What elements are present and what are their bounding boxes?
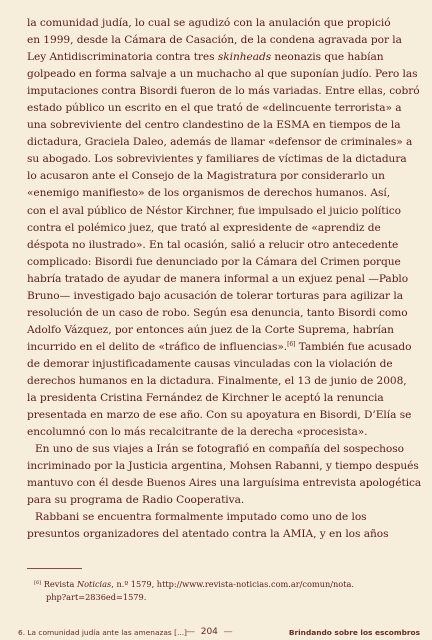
- footnote-line-1: [6] Revista Noticias, n.º 1579, http://www.revista-noticias.com.ar/comun/nota.: [34, 579, 354, 589]
- text-line: para su programa de Radio Cooperativa.: [27, 494, 245, 507]
- text-line: presuntos organizadores del atentado contra la AMIA, y en los años: [27, 528, 389, 541]
- text-line: en 1999, desde la Cámara de Casación, de la condena agravada por la: [27, 34, 402, 47]
- footnote-marker: [6]: [34, 580, 42, 586]
- book-title: Brindando sobre los escombros: [288, 628, 420, 637]
- text-line: una sobreviviente del centro clandestino de la ESMA en tiempos de la: [27, 119, 401, 132]
- running-footer: [0, 626, 432, 640]
- text-line: de demorar injustificadamente causas vinculadas con la violación de: [27, 357, 393, 370]
- text-line: resolución de un caso de robo. Según esa denuncia, tanto Bisordi como: [27, 306, 408, 319]
- footnote: [34, 578, 414, 604]
- text-line: su abogado. Los sobrevivientes y familiares de víctimas de la dictadura: [27, 153, 407, 166]
- text-line: Rabbani se encuentra formalmente imputado como uno de los: [35, 511, 367, 524]
- text-line: con el aval público de Néstor Kirchner, fue impulsado el juicio político: [27, 204, 402, 217]
- chapter-title: 6. La comunidad judía ante las amenazas [...]: [18, 628, 187, 637]
- text-line: Adolfo Vázquez, por entonces aún juez de la Corte Suprema, habrían: [27, 323, 394, 336]
- text-line: presentada en marzo de ese año. Con su apoyatura en Bisordi, D’Elía se: [27, 409, 412, 422]
- text-line: derechos humanos en la dictadura. Finalmente, el 13 de junio de 2008,: [27, 374, 407, 387]
- text-line: mantuvo con él desde Buenos Aires una larguísima entrevista apologética: [27, 477, 422, 490]
- footnote-url: , n.º 1579, http://www.revista-noticias.com.ar/comun/nota.: [111, 579, 354, 589]
- text-line: Ley Antidiscriminatoria contra tres skinheads neonazis que habían: [27, 51, 384, 64]
- italic-term: skinheads: [217, 51, 272, 64]
- text-line: «enemigo manifiesto» de los organismos de derechos humanos. Así,: [27, 187, 391, 200]
- text-line: la presidenta Cristina Fernández de Kirchner le aceptó la renuncia: [27, 392, 384, 405]
- text-line: En uno de sus viajes a Irán se fotografió en compañía del sospechoso: [35, 443, 404, 456]
- text-line: golpeado en forma salvaje a un muchacho al que suponían judío. Pero las: [27, 68, 418, 81]
- text-line: Bruno— investigado bajo acusación de tolerar torturas para agilizar la: [27, 289, 403, 302]
- text-line: lo acusaron ante el Consejo de la Magistratura por considerarlo un: [27, 170, 385, 183]
- text-line: imputaciones contra Bisordi fueron de lo más variadas. Entre ellas, cobró: [27, 85, 420, 98]
- page-number: 204: [200, 627, 218, 637]
- body-text: [27, 15, 422, 543]
- footnote-line-2: php?art=2836ed=1579.: [46, 592, 147, 602]
- footnote-reference[interactable]: [6]: [287, 340, 296, 348]
- text-line: déspota no ilustrado». En tal ocasión, salió a relucir otro antecedente: [27, 238, 399, 251]
- text-line: dictadura, Graciela Daleo, además de llamar «defensor de criminales» a: [27, 136, 413, 149]
- page-number-group: — 204 —: [186, 627, 233, 637]
- footnote-separator: [27, 568, 82, 569]
- text-line: estado público un escrito en el que trató de «delincuente terrorista» a: [27, 102, 402, 115]
- text-line: incriminado por la Justicia argentina, Mohsen Rabanni, y tiempo después: [27, 460, 419, 473]
- text-line: encolumnó con lo más recalcitrante de la derecha «procesista».: [27, 426, 368, 439]
- text-line: complicado: Bisordi fue denunciado por la Cámara del Crimen porque: [27, 255, 401, 268]
- text-line: habría tratado de ayudar de manera informal a un exjuez penal —Pablo: [27, 272, 409, 285]
- text-line: incurrido en el delito de «tráfico de influencias».[6] También fue acusado: [27, 340, 412, 353]
- text-line: contra el polémico juez, que trató al expresidente de «aprendiz de: [27, 221, 381, 234]
- text-line: la comunidad judía, lo cual se agudizó con la anulación que propició: [27, 17, 391, 29]
- page-number-dash-right: —: [223, 627, 233, 637]
